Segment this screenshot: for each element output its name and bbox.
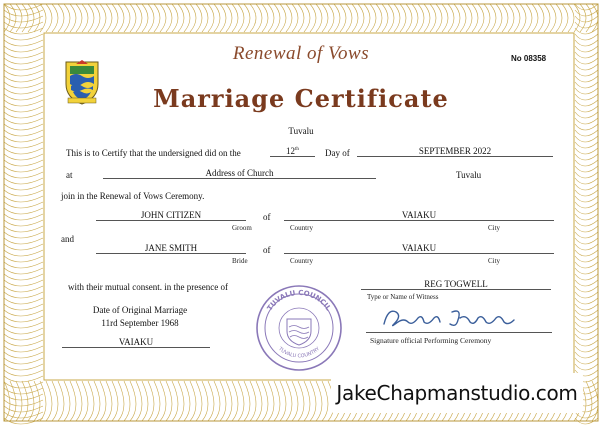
address-field: Address of Church — [103, 168, 376, 179]
groom-city-label: City — [488, 224, 501, 232]
seal-top-text: TUVALU COUNCIL — [265, 288, 333, 313]
witness-name-field: REG TOGWELL — [361, 279, 551, 290]
day-field — [270, 146, 315, 157]
bride-country-label: Country — [290, 257, 313, 265]
certificate-subtitle: Renewal of Vows — [232, 43, 370, 64]
signature-label: Signature official Performing Ceremony — [370, 336, 492, 345]
bride-label: Bride — [232, 257, 248, 265]
consent-text: with their mutual consent. in the presence of — [68, 282, 228, 292]
address-place: Tuvalu — [456, 170, 482, 180]
signature-line — [366, 323, 552, 333]
witness-label: Type or Name of Witness — [367, 293, 439, 301]
certificate-title: Marriage Certificate — [153, 84, 449, 113]
join-text: join in the Renewal of Vows Ceremony. — [61, 191, 205, 201]
bride-of-label: of — [263, 245, 271, 255]
bride-city-label: City — [488, 257, 501, 265]
groom-city-field: VAIAKU — [284, 210, 554, 221]
seal-bottom-text: TUVALU COUNTRY — [277, 346, 321, 360]
certify-text: This is to Certify that the undersigned did on the — [66, 148, 241, 158]
day-label: Day of — [325, 148, 350, 158]
groom-label: Groom — [232, 224, 252, 232]
and-label: and — [61, 234, 74, 244]
certificate-place: Tuvalu — [288, 126, 314, 136]
bride-city-field: VAIAKU — [284, 243, 554, 254]
day-value: 12 — [286, 146, 296, 156]
groom-country-label: Country — [290, 224, 313, 232]
certificate-number: No 08358 — [511, 54, 547, 63]
groom-of-label: of — [263, 212, 271, 222]
at-label: at — [66, 170, 73, 180]
original-marriage-date: 11rd September 1968 — [101, 318, 179, 328]
studio-watermark: JakeChapmanstudio.com — [331, 373, 583, 413]
month-year-field: SEPTEMBER 2022 — [357, 146, 553, 157]
day-suffix: th — [295, 147, 299, 152]
original-marriage-label: Date of Original Marriage — [92, 305, 188, 315]
council-seal-stamp — [254, 283, 344, 373]
original-marriage-place: VAIAKU — [62, 337, 210, 348]
groom-name-field: JOHN CITIZEN — [96, 210, 246, 221]
bride-name-field: JANE SMITH — [96, 243, 246, 254]
